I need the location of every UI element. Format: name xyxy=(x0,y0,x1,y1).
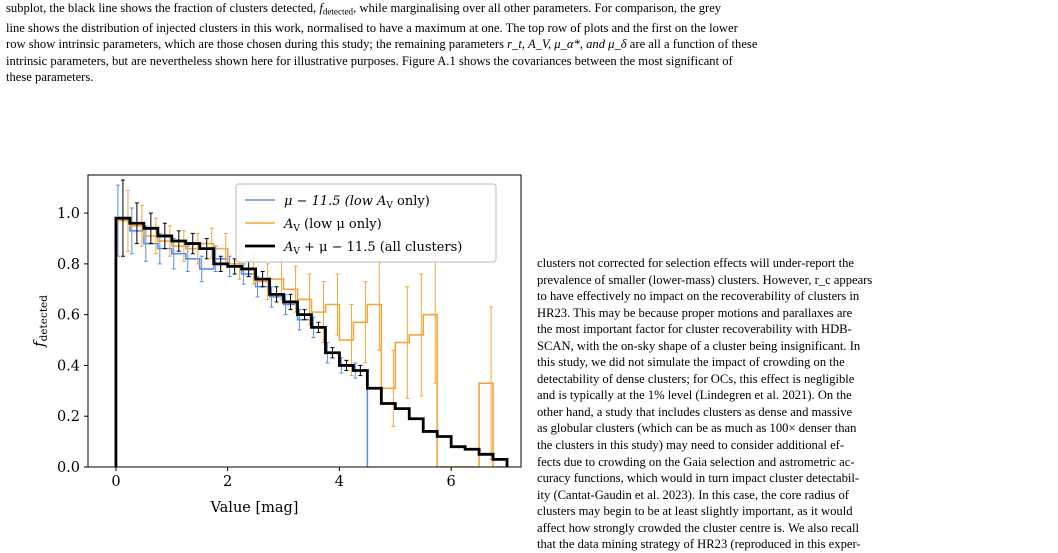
body-text-line: prevalence of smaller (lower-mass) clusters. However, r_c appears xyxy=(537,272,873,287)
figure-caption xyxy=(6,0,1052,86)
body-text-line: to have effectively no impact on the recoverability of clusters in xyxy=(537,289,860,304)
x-tick-label: 0 xyxy=(111,474,121,490)
body-text-line: fects due to crowding on the Gaia selection and astrometric ac- xyxy=(537,454,855,469)
body-text-line: clusters not corrected for selection effects will under-report the xyxy=(537,256,855,270)
body-text-line: ity (Cantat-Gaudin et al. 2023). In this case, the core radius of xyxy=(537,487,849,502)
body-text-line: that the data mining strategy of HR23 (reproduced in this exper- xyxy=(537,537,861,552)
body-text-line: detectability of dense clusters; for OCs, this effect is negligible xyxy=(537,371,855,386)
body-text-column xyxy=(537,255,1051,553)
x-tick-label: 2 xyxy=(223,474,233,490)
y-tick-label: 0.4 xyxy=(56,358,80,375)
legend-label: μ − 11.5 (low $A_V$ only) xyxy=(284,194,430,211)
legend-label: $A_V + \mu - 11.5$ (all clusters) xyxy=(284,240,463,257)
body-text-line: affect how strongly crowded the cluster centre is. We also recall xyxy=(537,520,859,535)
body-text-line: as globular clusters (which can be as much as 100× denser than xyxy=(537,421,857,436)
caption-line: line shows the distribution of injected clusters in this work, normalised to have a maximum at one. The top row of plots and the first on the lower xyxy=(6,20,738,35)
y-tick-label: 0.2 xyxy=(56,409,80,426)
y-tick-label: 0.8 xyxy=(56,256,80,273)
body-text-line: and is typically at the 1% level (Lindegren et al. 2021). On the xyxy=(537,388,852,403)
detection-fraction-chart xyxy=(0,165,530,533)
y-axis-label: $f_{detected}$ xyxy=(30,295,50,347)
body-text-line: HR23. This may be because proper motions and parallaxes are xyxy=(537,305,853,320)
x-axis-label: Value [mag] xyxy=(210,500,299,516)
x-tick-label: 6 xyxy=(446,474,456,490)
body-text-line: SCAN, with the on-sky shape of a cluster being insignificant. In xyxy=(537,338,861,353)
y-tick-label: 0.6 xyxy=(56,307,80,324)
body-text-line: the clusters in this study) may need to consider additional ef- xyxy=(537,438,845,453)
legend-label: $A_V$ (low μ only) xyxy=(284,217,382,234)
detection-fraction-figure xyxy=(0,165,530,533)
body-text-line: curacy functions, which would in turn impact cluster detectabil- xyxy=(537,471,860,486)
body-text-line: other hand, a study that includes clusters as dense and massive xyxy=(537,404,853,419)
caption-line: intrinsic parameters, but are nevertheless shown here for illustrative purposes. Figure A.1 shows the covariances between the most significant of xyxy=(6,53,733,68)
y-tick-label: 1.0 xyxy=(56,206,80,223)
caption-line: these parameters. xyxy=(6,70,94,85)
caption-line: row show intrinsic parameters, which are those chosen during this study; the remaining parameters r_t, A_V, μ_α*, and μ_δ are all a function of these xyxy=(6,37,758,52)
body-text-line: this study, we did not simulate the impact of crowding on the xyxy=(537,355,845,370)
caption-line: subplot, the black line shows the fraction of clusters detected, $f_{detected}$, while marginalising over all other parameters. For comparison, the grey xyxy=(6,1,722,17)
body-text-line: the most important factor for cluster recoverability with HDB- xyxy=(537,322,852,337)
x-tick-label: 4 xyxy=(334,474,345,490)
y-tick-label: 0.0 xyxy=(56,460,80,476)
caption-params: r_t, A_V, μ_α*, and μ_δ xyxy=(507,37,627,52)
body-text-line: clusters may begin to be at least slightly important, as it would xyxy=(537,504,853,519)
